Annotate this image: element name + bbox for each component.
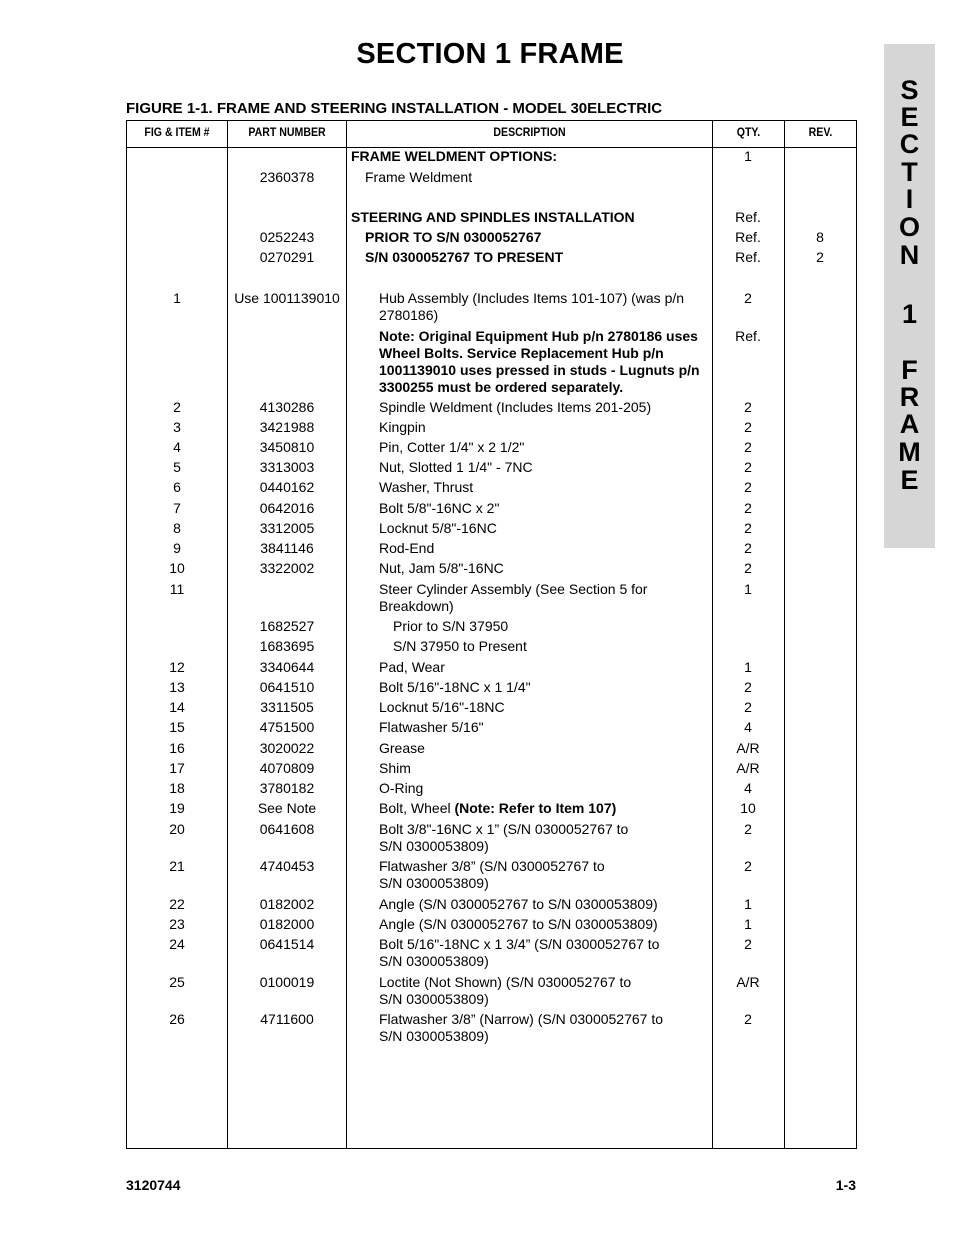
rev-cell: 8 xyxy=(816,229,824,245)
description-note: (Note: Refer to Item 107) xyxy=(454,800,617,816)
side-tab-letter: M xyxy=(898,437,921,467)
description-cell xyxy=(351,780,707,797)
fig-item-cell: 1 xyxy=(173,290,181,306)
side-tab-letter: R xyxy=(899,382,920,412)
qty-cell: 2 xyxy=(744,560,752,576)
qty-cell: Ref. xyxy=(735,249,761,265)
side-tab-letter: F xyxy=(901,355,918,385)
qty-cell: 1 xyxy=(744,896,752,912)
fig-item-cell: 13 xyxy=(169,679,185,695)
qty-cell: 2 xyxy=(744,858,752,874)
description-text: Prior to S/N 37950 xyxy=(393,618,509,634)
parts-table xyxy=(126,120,857,1149)
description-cell xyxy=(351,500,707,517)
fig-item-cell: 10 xyxy=(169,560,185,576)
part-number-cell: 3311505 xyxy=(260,699,314,715)
description-text: PRIOR TO S/N 0300052767 xyxy=(365,229,542,245)
fig-item-cell: 11 xyxy=(169,581,185,597)
description-text: Flatwasher 3/8” (Narrow) (S/N 0300052767 to xyxy=(379,1011,664,1027)
column-divider xyxy=(346,121,347,1148)
description-cell xyxy=(351,618,707,635)
section-side-tab xyxy=(884,44,935,548)
qty-cell: 2 xyxy=(744,500,752,516)
description-cell xyxy=(351,540,707,557)
fig-item-cell: 18 xyxy=(169,780,185,796)
header-rev: REV. xyxy=(808,125,833,139)
part-number-cell: 3313003 xyxy=(259,459,315,475)
description-text: S/N 0300053809) xyxy=(379,953,489,969)
part-number-cell: 3421988 xyxy=(259,419,315,435)
fig-item-cell: 14 xyxy=(169,699,185,715)
qty-cell: 4 xyxy=(744,780,752,796)
side-tab-letter: E xyxy=(900,102,919,132)
description-cell xyxy=(351,916,707,933)
qty-cell: 2 xyxy=(744,419,752,435)
description-text: Flatwasher 3/8” (S/N 0300052767 to xyxy=(379,858,605,874)
description-text: S/N 0300053809) xyxy=(379,875,489,891)
qty-cell: 2 xyxy=(744,459,752,475)
part-number-cell: Use 1001139010 xyxy=(234,290,340,306)
side-tab-letter: S xyxy=(900,75,919,105)
side-tab-letter: N xyxy=(899,240,920,270)
part-number-cell: 3312005 xyxy=(259,520,315,536)
qty-cell: 2 xyxy=(744,679,752,695)
description-cell xyxy=(351,638,707,655)
fig-item-cell: 23 xyxy=(169,916,185,932)
part-number-cell: 0440162 xyxy=(259,479,315,495)
description-cell xyxy=(351,148,707,165)
description-text: Note: Original Equipment Hub p/n 2780186 uses Wheel Bolts. Service Replacement Hub p/n 1001139010 uses pressed in studs - Lugnuts p/n 3300255 must be ordered separately. xyxy=(379,328,700,395)
fig-item-cell: 16 xyxy=(169,740,185,756)
description-cell xyxy=(351,679,707,696)
part-number-cell: 3841146 xyxy=(260,540,314,556)
qty-cell: 1 xyxy=(744,581,752,597)
description-text: Bolt, Wheel xyxy=(379,800,455,816)
description-text: S/N 37950 to Present xyxy=(393,638,527,654)
description-cell xyxy=(351,399,707,416)
part-number-cell: 0641514 xyxy=(259,936,315,952)
part-number-cell: 3020022 xyxy=(259,740,315,756)
fig-item-cell: 25 xyxy=(169,974,185,990)
qty-cell: A/R xyxy=(736,974,760,990)
part-number-cell: 3322002 xyxy=(259,560,315,576)
column-divider xyxy=(712,121,713,1148)
side-tab-letter: E xyxy=(900,465,919,495)
description-text: Kingpin xyxy=(379,419,426,435)
fig-item-cell: 12 xyxy=(169,659,185,675)
description-cell xyxy=(351,1011,707,1045)
part-number-cell: 0252243 xyxy=(259,229,315,245)
description-cell xyxy=(351,581,707,615)
description-text: Nut, Slotted 1 1/4" - 7NC xyxy=(379,459,533,475)
part-number-cell: 0641510 xyxy=(259,679,315,695)
description-cell xyxy=(351,936,707,970)
description-cell xyxy=(351,439,707,456)
description-cell xyxy=(351,209,707,226)
header-qty: QTY. xyxy=(736,125,761,139)
part-number-cell: See Note xyxy=(257,800,317,816)
qty-cell: 10 xyxy=(740,800,756,816)
description-text: Pin, Cotter 1/4" x 2 1/2" xyxy=(379,439,525,455)
description-text: STEERING AND SPINDLES INSTALLATION xyxy=(351,209,635,225)
qty-cell: 2 xyxy=(744,479,752,495)
part-number-cell: 4740453 xyxy=(259,858,315,874)
description-cell xyxy=(351,328,707,396)
description-text: Hub Assembly (Includes Items 101-107) (was p/n 2780186) xyxy=(379,290,685,323)
part-number-cell: 1683695 xyxy=(259,638,315,654)
description-text: Angle (S/N 0300052767 to S/N 0300053809) xyxy=(379,896,658,912)
description-text: Rod-End xyxy=(379,540,435,556)
fig-item-cell: 17 xyxy=(169,760,185,776)
side-tab-letter: 1 xyxy=(901,299,918,329)
qty-cell: 1 xyxy=(744,916,752,932)
qty-cell: 2 xyxy=(744,520,752,536)
qty-cell: Ref. xyxy=(735,209,761,225)
description-text: FRAME WELDMENT OPTIONS: xyxy=(351,148,558,164)
qty-cell: Ref. xyxy=(735,229,761,245)
description-cell xyxy=(351,800,707,817)
fig-item-cell: 20 xyxy=(169,821,185,837)
fig-item-cell: 7 xyxy=(173,500,181,516)
description-text: Bolt 5/8"-16NC x 2" xyxy=(379,500,500,516)
qty-cell: 2 xyxy=(744,936,752,952)
description-text: Grease xyxy=(379,740,425,756)
document-number: 3120744 xyxy=(126,1177,181,1193)
side-tab-letter: O xyxy=(898,212,920,242)
qty-cell: 2 xyxy=(744,439,752,455)
description-cell xyxy=(351,821,707,855)
page-number: 1-3 xyxy=(835,1177,856,1193)
description-text: Locknut 5/8"-16NC xyxy=(379,520,497,536)
fig-item-cell: 24 xyxy=(169,936,185,952)
page-title: SECTION 1 FRAME xyxy=(356,38,624,70)
description-cell xyxy=(351,290,707,324)
description-text: Pad, Wear xyxy=(379,659,445,675)
column-divider xyxy=(784,121,785,1148)
description-cell xyxy=(351,699,707,716)
part-number-cell: 4711600 xyxy=(260,1011,314,1027)
qty-cell: 2 xyxy=(744,821,752,837)
fig-item-cell: 8 xyxy=(173,520,181,536)
description-text: Washer, Thrust xyxy=(379,479,474,495)
part-number-cell: 0270291 xyxy=(259,249,315,265)
description-cell xyxy=(351,858,707,892)
part-number-cell: 0182002 xyxy=(259,896,315,912)
description-text: Nut, Jam 5/8"-16NC xyxy=(379,560,504,576)
fig-item-cell: 15 xyxy=(169,719,185,735)
part-number-cell: 3450810 xyxy=(259,439,315,455)
description-cell xyxy=(351,520,707,537)
description-text: Loctite (Not Shown) (S/N 0300052767 to xyxy=(379,974,632,990)
qty-cell: 2 xyxy=(744,1011,752,1027)
figure-title: FIGURE 1-1. FRAME AND STEERING INSTALLATION - MODEL 30ELECTRIC xyxy=(126,100,663,117)
part-number-cell: 3340644 xyxy=(259,659,315,675)
description-cell xyxy=(351,419,707,436)
description-text: Spindle Weldment (Includes Items 201-205) xyxy=(379,399,652,415)
description-text: Bolt 3/8"-16NC x 1” (S/N 0300052767 to xyxy=(379,821,629,837)
part-number-cell: 3780182 xyxy=(259,780,315,796)
description-text: Locknut 5/16"-18NC xyxy=(379,699,505,715)
side-tab-letter: C xyxy=(899,129,920,159)
qty-cell: 4 xyxy=(744,719,752,735)
side-tab-letter: I xyxy=(905,184,914,214)
part-number-cell: 0642016 xyxy=(259,500,315,516)
qty-cell: 1 xyxy=(744,148,752,164)
fig-item-cell: 21 xyxy=(169,858,185,874)
qty-cell: 2 xyxy=(744,399,752,415)
description-text: Frame Weldment xyxy=(365,169,473,185)
side-tab-letter: T xyxy=(901,157,918,187)
fig-item-cell: 6 xyxy=(173,479,181,495)
qty-cell: A/R xyxy=(736,740,760,756)
description-text: Angle (S/N 0300052767 to S/N 0300053809) xyxy=(379,916,658,932)
side-tab-letter: A xyxy=(899,409,920,439)
description-text: Bolt 5/16"-18NC x 1 3/4” (S/N 0300052767 to xyxy=(379,936,660,952)
part-number-cell: 4130286 xyxy=(259,399,315,415)
header-fig: FIG & ITEM # xyxy=(144,125,210,139)
description-cell xyxy=(351,659,707,676)
description-cell xyxy=(351,760,707,777)
rev-cell: 2 xyxy=(816,249,824,265)
fig-item-cell: 4 xyxy=(173,439,181,455)
fig-item-cell: 5 xyxy=(173,459,181,475)
part-number-cell: 0182000 xyxy=(259,916,315,932)
qty-cell: 2 xyxy=(744,290,752,306)
qty-cell: 2 xyxy=(744,540,752,556)
description-text: Bolt 5/16"-18NC x 1 1/4" xyxy=(379,679,531,695)
description-text: Flatwasher 5/16" xyxy=(379,719,484,735)
header-description: DESCRIPTION xyxy=(493,125,566,139)
fig-item-cell: 19 xyxy=(169,800,185,816)
description-text: S/N 0300053809) xyxy=(379,991,489,1007)
description-text: S/N 0300052767 TO PRESENT xyxy=(365,249,564,265)
part-number-cell: 4070809 xyxy=(259,760,315,776)
qty-cell: 1 xyxy=(744,659,752,675)
description-text: Steer Cylinder Assembly (See Section 5 for Breakdown) xyxy=(379,581,648,614)
description-text: Shim xyxy=(379,760,411,776)
description-cell xyxy=(351,169,707,186)
fig-item-cell: 9 xyxy=(173,540,181,556)
description-text: S/N 0300053809) xyxy=(379,838,489,854)
part-number-cell: 0641608 xyxy=(259,821,315,837)
description-cell xyxy=(351,974,707,1008)
description-cell xyxy=(351,229,707,246)
description-cell xyxy=(351,740,707,757)
qty-cell: A/R xyxy=(736,760,760,776)
fig-item-cell: 26 xyxy=(169,1011,185,1027)
part-number-cell: 2360378 xyxy=(259,169,315,185)
description-cell xyxy=(351,560,707,577)
fig-item-cell: 22 xyxy=(169,896,185,912)
description-cell xyxy=(351,249,707,266)
description-cell xyxy=(351,719,707,736)
part-number-cell: 1682527 xyxy=(259,618,315,634)
description-cell xyxy=(351,479,707,496)
fig-item-cell: 3 xyxy=(173,419,181,435)
part-number-cell: 4751500 xyxy=(259,719,315,735)
description-text: O-Ring xyxy=(379,780,424,796)
description-cell xyxy=(351,459,707,476)
description-text: S/N 0300053809) xyxy=(379,1028,489,1044)
qty-cell: Ref. xyxy=(735,328,761,344)
description-cell xyxy=(351,896,707,913)
qty-cell: 2 xyxy=(744,699,752,715)
part-number-cell: 0100019 xyxy=(259,974,315,990)
fig-item-cell: 2 xyxy=(173,399,181,415)
header-part-number: PART NUMBER xyxy=(248,125,326,139)
